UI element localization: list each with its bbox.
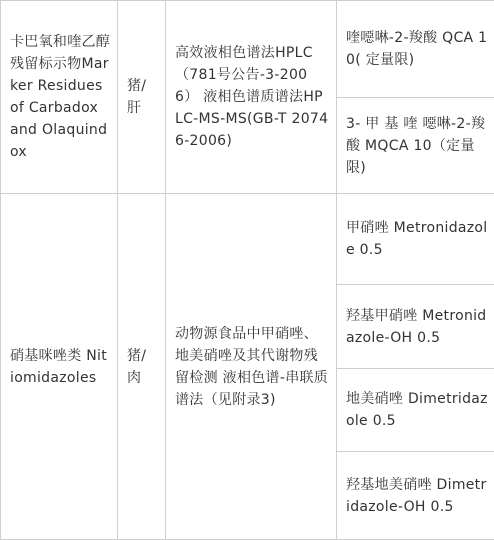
marker-cell [337,1,494,98]
tissue-cell [118,1,166,194]
marker-cell [337,194,494,285]
compound-name: 卡巴氧和喹乙醇残留标示物Marker Residues of Carbadox and Olaquindox [10,31,111,163]
table-row [1,1,494,98]
marker-cell [337,285,494,369]
marker-text: 羟基甲硝唑 Metronidazole-OH 0.5 [346,305,488,349]
marker-text: 3- 甲 基 喹 噁啉-2-羧酸 MQCA 10（定量限) [346,113,488,179]
marker-text: 喹噁啉-2-羧酸 QCA 10( 定量限) [346,27,488,71]
compound-cell [1,194,118,540]
table-row [1,194,494,285]
marker-text: 甲硝唑 Metronidazole 0.5 [346,217,488,261]
method-text: 高效液相色谱法HPLC（781号公告-3-2006） 液相色谱质谱法HPLC-MS-MS(GB-T 20746-2006) [175,42,330,152]
compound-cell [1,1,118,194]
method-cell [166,1,337,194]
marker-cell [337,98,494,194]
marker-text: 羟基地美硝唑 Dimetridazole-OH 0.5 [346,474,488,518]
tissue-label: 猪/肝 [127,75,159,119]
marker-text: 地美硝唑 Dimetridazole 0.5 [346,388,488,432]
marker-cell [337,369,494,452]
tissue-cell [118,194,166,540]
tissue-label: 猪/肉 [127,345,159,389]
method-cell [166,194,337,540]
compound-name: 硝基咪唑类 Nitiomidazoles [10,345,111,389]
method-text: 动物源食品中甲硝唑、地美硝唑及其代谢物残留检测 液相色谱-串联质谱法（见附录3) [175,323,330,411]
marker-cell [337,452,494,540]
